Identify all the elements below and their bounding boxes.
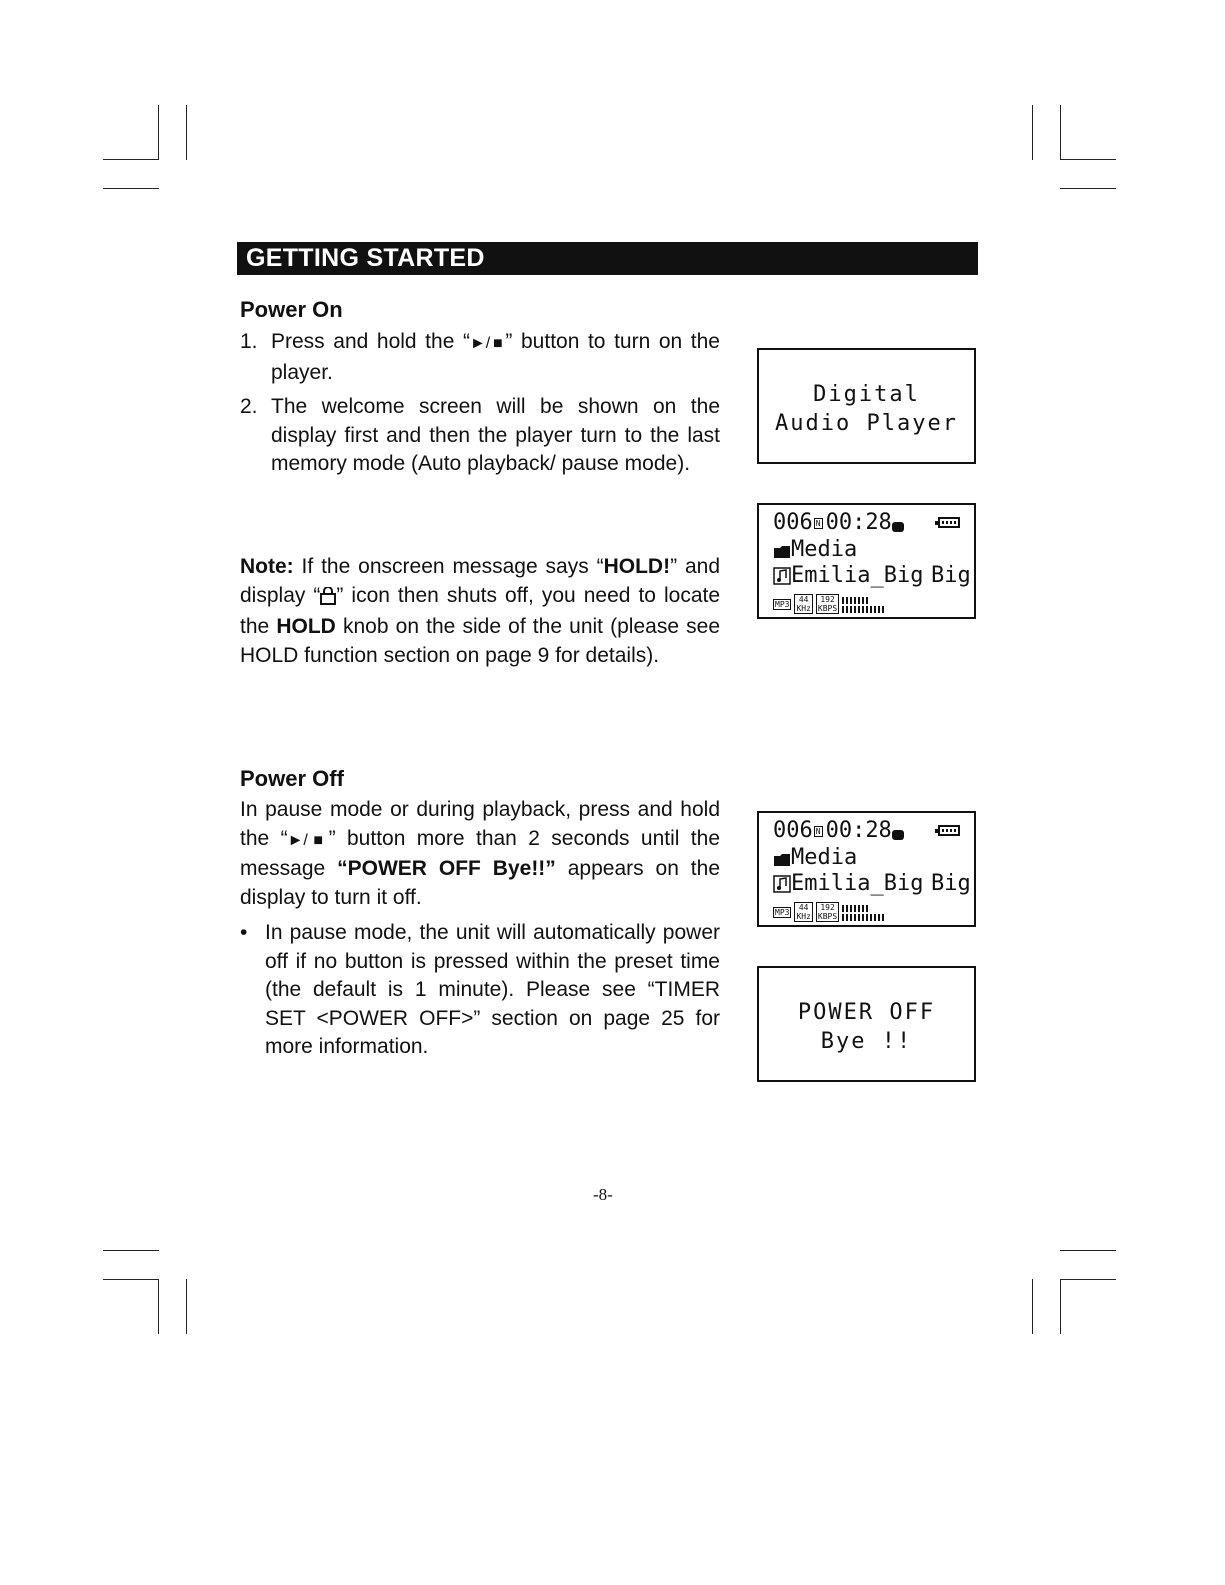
- crop-mark: [1060, 159, 1116, 160]
- crop-mark: [158, 1279, 159, 1334]
- folder-icon: [773, 848, 791, 873]
- power-off-heading: Power Off: [240, 766, 344, 791]
- crop-mark: [1060, 1279, 1061, 1334]
- lcd-poweroff-screen: [757, 966, 976, 1082]
- power-off-bullet: [240, 919, 720, 1062]
- power-off-message: “POWER OFF Bye!!”: [337, 857, 556, 880]
- volume-bars-icon: [842, 902, 898, 927]
- lcd-line: POWER OFF: [797, 1000, 936, 1025]
- note-text: knob on the side of the unit (please see HOLD function section on page 9 for details).: [240, 615, 721, 667]
- lcd-line: Audio Player: [775, 411, 958, 436]
- play-stop-symbol: ►/■: [287, 831, 329, 849]
- crop-mark: [186, 1279, 187, 1334]
- format-badge: MP3: [775, 599, 790, 609]
- power-on-item-2: [240, 393, 720, 479]
- bitrate-badge: 192 KBPS: [817, 903, 838, 921]
- power-off-text: In pause mode or during playback, press and hold the “: [240, 798, 720, 850]
- play-indicator-icon: [892, 513, 904, 538]
- crop-mark: [1060, 1279, 1116, 1280]
- lcd-right-text: Big: [931, 563, 971, 588]
- crop-mark: [1060, 105, 1061, 160]
- crop-mark: [1032, 105, 1033, 160]
- format-badge: MP3: [775, 907, 790, 917]
- crop-mark: [103, 188, 159, 189]
- section-title: GETTING STARTED: [237, 242, 978, 275]
- item-text: The welcome screen will be shown on the display first and then the player turn to the last memory mode (Auto playback/ pause mode).: [271, 395, 720, 475]
- lock-icon: [320, 585, 336, 614]
- track-number: 006: [773, 818, 813, 843]
- file-name: Emilia_Big: [791, 563, 924, 588]
- sample-rate-badge: 44 KHz: [796, 595, 811, 613]
- item-text: Press and hold the “: [271, 330, 470, 353]
- hold-message: HOLD!: [603, 555, 671, 578]
- folder-icon: [773, 540, 791, 565]
- music-note-icon: [773, 874, 791, 899]
- note-label: Note:: [240, 555, 294, 578]
- power-on-item-1: [240, 328, 720, 387]
- crop-mark: [1060, 1250, 1116, 1251]
- note-text: If the onscreen message says “: [293, 555, 604, 578]
- play-indicator-icon: [892, 821, 904, 846]
- item-number: 2.: [240, 395, 258, 418]
- bitrate-badge: 192 KBPS: [817, 595, 838, 613]
- battery-icon: [938, 825, 960, 836]
- lcd-line: Bye !!: [820, 1029, 913, 1054]
- battery-icon: [938, 517, 960, 528]
- track-number: 006: [773, 510, 813, 535]
- sample-rate-badge: 44 KHz: [796, 903, 811, 921]
- crop-mark: [1032, 1279, 1033, 1334]
- crop-mark: [103, 1279, 159, 1280]
- crop-mark: [158, 105, 159, 160]
- item-number: 1.: [240, 330, 258, 353]
- lcd-playback-screen: [757, 503, 976, 619]
- crop-mark: [103, 1250, 159, 1251]
- lcd-right-text: Big: [931, 871, 971, 896]
- note-text: ” and display “: [240, 555, 721, 607]
- play-stop-symbol: ►/■: [469, 335, 506, 352]
- music-note-icon: [773, 566, 791, 591]
- bullet-mark: •: [240, 921, 248, 944]
- crop-mark: [1060, 188, 1116, 189]
- folder-name: Media: [791, 845, 858, 870]
- lcd-line: Digital: [813, 382, 920, 407]
- lcd-playback-screen: [757, 811, 976, 927]
- eq-indicator: N: [815, 518, 821, 528]
- note-text: ” icon then shuts off, you need to locate the: [240, 583, 721, 638]
- file-name: Emilia_Big: [791, 871, 924, 896]
- crop-mark: [186, 105, 187, 160]
- power-on-heading: Power On: [240, 297, 343, 322]
- crop-mark: [103, 159, 159, 160]
- bullet-text: In pause mode, the unit will automatically power off if no button is pressed within the preset time (the default is 1 minute). Please see “TIMER SET <POWER OFF>” section on page 25 for more information.: [265, 921, 720, 1058]
- note-paragraph: [240, 553, 720, 670]
- volume-bars-icon: [842, 594, 898, 619]
- hold-knob-label: HOLD: [276, 615, 336, 638]
- play-time: 00:28: [825, 818, 892, 843]
- lcd-welcome-screen: [757, 348, 976, 464]
- power-off-paragraph: [240, 796, 720, 912]
- folder-name: Media: [791, 537, 858, 562]
- power-off-text: ” button more than 2 seconds until the message: [240, 826, 720, 880]
- play-time: 00:28: [825, 510, 892, 535]
- page-number: -8-: [593, 1185, 613, 1204]
- eq-indicator: N: [815, 826, 821, 836]
- power-off-text: appears on the display to turn it off.: [240, 857, 720, 909]
- item-text: ” button to turn on the player.: [271, 330, 720, 384]
